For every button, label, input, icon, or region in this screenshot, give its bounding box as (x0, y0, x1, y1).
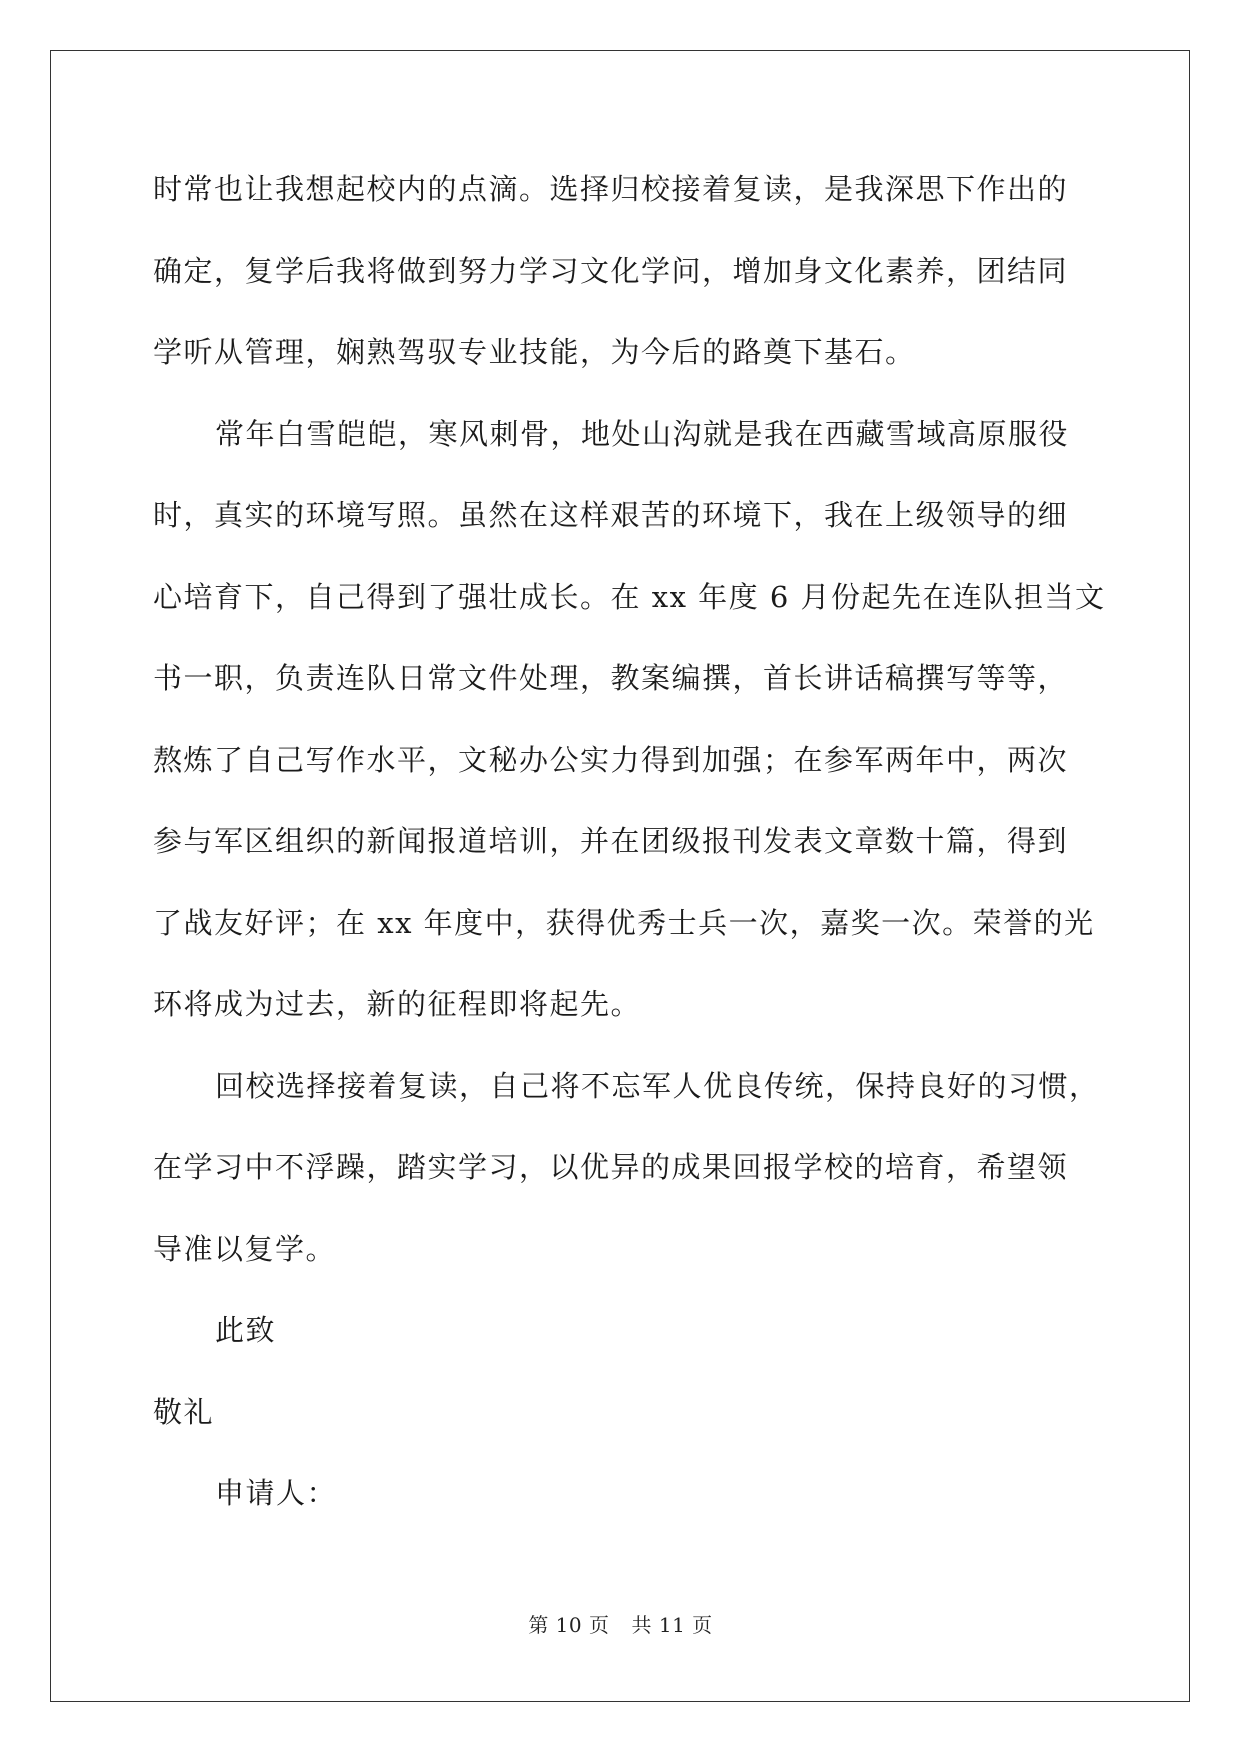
text-line: 确定，复学后我将做到努力学习文化学问，增加身文化素养，团结同 (153, 253, 1069, 288)
text-line: 了战友好评；在 xx 年度中，获得优秀士兵一次，嘉奖一次。荣誉的光 (153, 905, 1095, 940)
text-line: 环将成为过去，新的征程即将起先。 (153, 987, 642, 1021)
closing-salutation: 此致 (215, 1313, 277, 1347)
text-line: 书一职，负责连队日常文件处理，教案编撰，首长讲话稿撰写等等， (153, 661, 1069, 695)
text-line: 时常也让我想起校内的点滴。选择归校接着复读，是我深思下作出的 (153, 172, 1069, 206)
text-line: 导准以复学。 (153, 1231, 337, 1266)
text-line: 回校选择接着复读，自己将不忘军人优良传统，保持良好的习惯， (215, 1068, 1100, 1103)
page-number-total: 共 11 页 (631, 1613, 713, 1637)
text-line: 心培育下，自己得到了强壮成长。在 xx 年度 6 月份起先在连队担当文 (153, 579, 1106, 614)
closing-regards: 敬礼 (153, 1394, 215, 1429)
text-line: 参与军区组织的新闻报道培训，并在团级报刊发表文章数十篇，得到 (153, 824, 1069, 858)
text-line: 时，真实的环境写照。虽然在这样艰苦的环境下，我在上级领导的细 (153, 498, 1069, 532)
text-line: 熬炼了自己写作水平，文秘办公实力得到加强；在参军两年中，两次 (153, 742, 1069, 777)
text-line: 在学习中不浮躁，踏实学习，以优异的成果回报学校的培育，希望领 (153, 1150, 1069, 1184)
page-number-current: 第 10 页 (528, 1613, 610, 1637)
applicant-signature-label: 申请人： (215, 1476, 338, 1510)
text-line: 学听从管理，娴熟驾驭专业技能，为今后的路奠下基石。 (153, 335, 916, 369)
text-line: 常年白雪皑皑，寒风刺骨，地处山沟就是我在西藏雪域高原服役 (215, 416, 1070, 451)
page-footer (0, 1609, 1241, 1638)
document-body (153, 160, 1106, 1546)
